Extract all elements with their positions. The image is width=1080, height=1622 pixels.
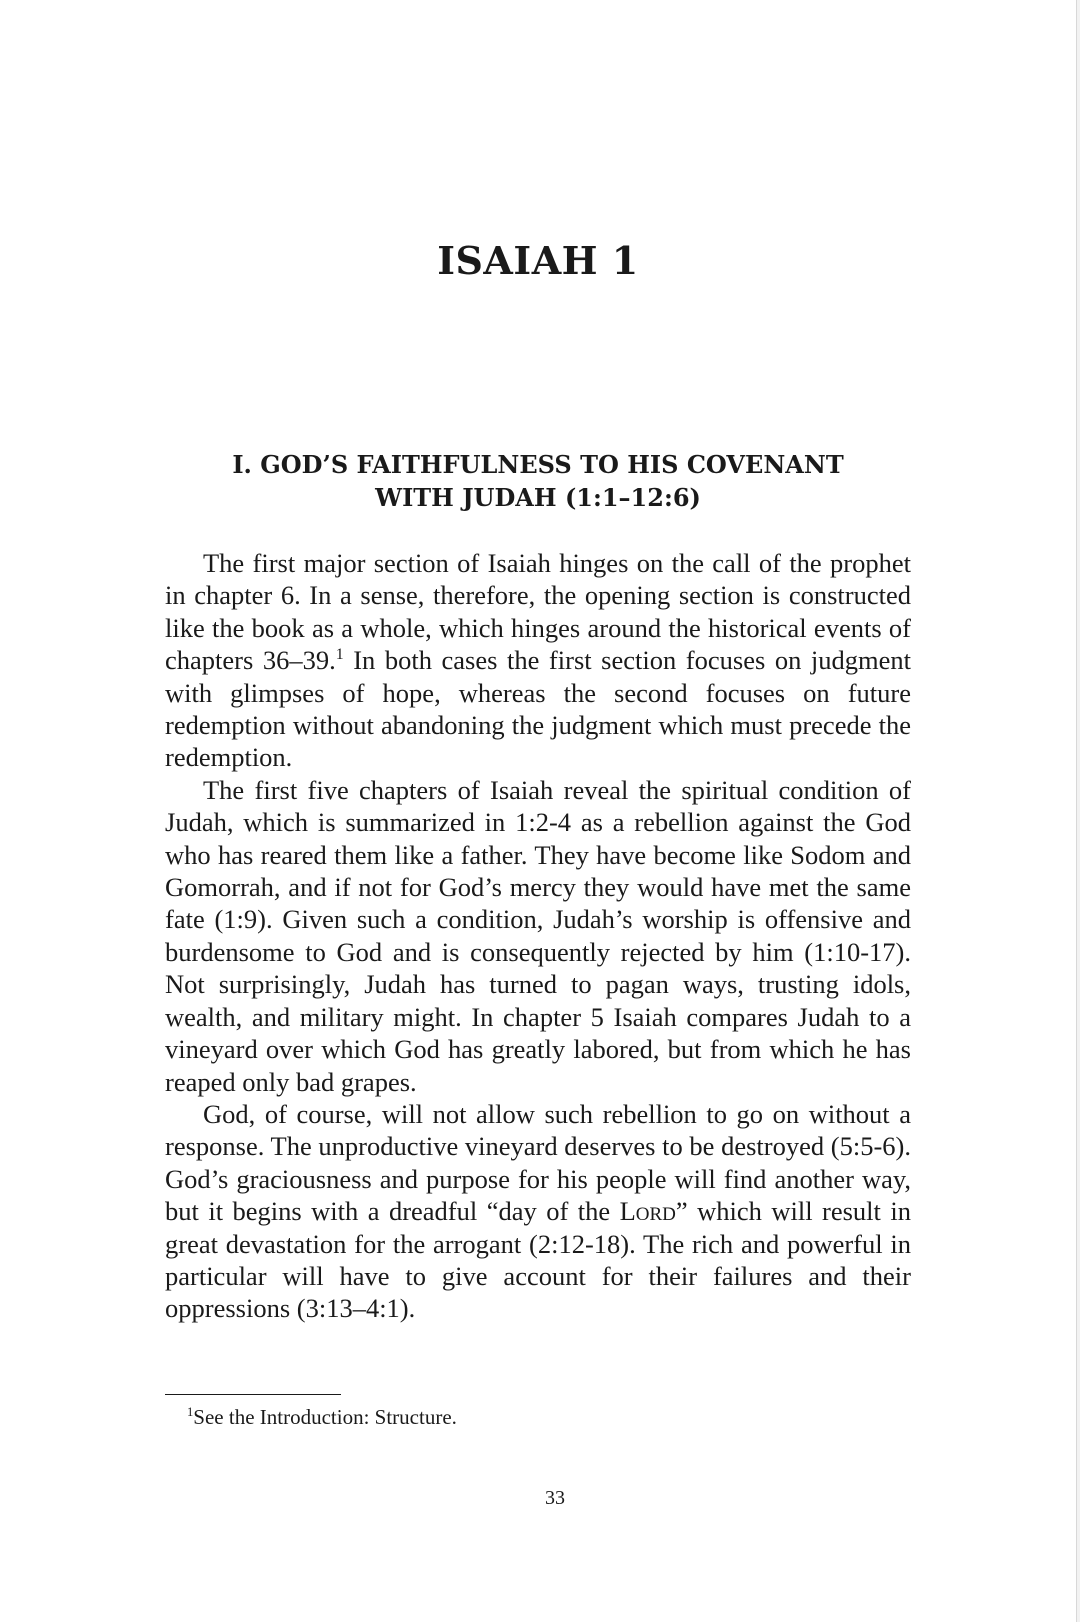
- chapter-title: ISAIAH 1: [437, 238, 639, 283]
- paragraph-1-text-b: In both cases the first section focuses on judgment with glimpses of hope, whereas the second focuses on future redemption without abandoning the judgment which must precede the redemption.: [165, 645, 911, 773]
- lord-small-caps: Lord: [619, 1196, 676, 1227]
- section-heading-line-2: WITH JUDAH (1:1–12:6): [375, 483, 701, 512]
- footnote-reference: 1: [335, 646, 344, 664]
- paragraph-1-text-a: The first major section of Isaiah hinges on the call of the prophet in chapter 6. In a sense, therefore, the opening section is constructed like the book as a whole, which hinges around the historical events of chapters 36–39.: [165, 548, 911, 676]
- paragraph-3: [165, 1098, 911, 1325]
- body-text: [165, 547, 911, 1325]
- footnote: [187, 1405, 457, 1430]
- footnote-divider: [165, 1394, 341, 1395]
- paragraph-1: [165, 547, 911, 774]
- paragraph-3-text-a: God, of course, will not allow such rebellion to go on without a response. The unproductive vineyard deserves to be destroyed (5:5-6). God’s graciousness and purpose for his people will find another way, but it begins with a dreadful “day of the: [165, 1098, 911, 1227]
- footnote-text: See the Introduction: Structure.: [193, 1405, 457, 1429]
- section-heading: [165, 448, 911, 514]
- section-heading-line-1: I. GOD’S FAITHFULNESS TO HIS COVENANT: [232, 450, 844, 479]
- paragraph-2: The first five chapters of Isaiah reveal the spiritual condition of Judah, which is summarized in 1:2-4 as a rebellion against the God who has reared them like a father. They have become like Sodom and Gomorrah, and if not for God’s mercy they would have met the same fate (1:9). Given such a condition, Judah’s worship is offensive and burdensome to God and is consequently rejected by him (1:10-17). Not surprisingly, Judah has turned to pagan ways, trusting idols, wealth, and military might. In chapter 5 Isaiah compares Judah to a vineyard over which God has greatly labored, but from which he has reaped only bad grapes.: [165, 774, 911, 1097]
- paragraph-3-text-b: ” which will result in great devastation for the arrogant (2:12-18). The rich and powerful in particular will have to give account for their failures and their oppressions (3:13–4:1).: [165, 1196, 911, 1324]
- footnote-marker: 1: [187, 1405, 194, 1419]
- page-number: 33: [545, 1487, 565, 1509]
